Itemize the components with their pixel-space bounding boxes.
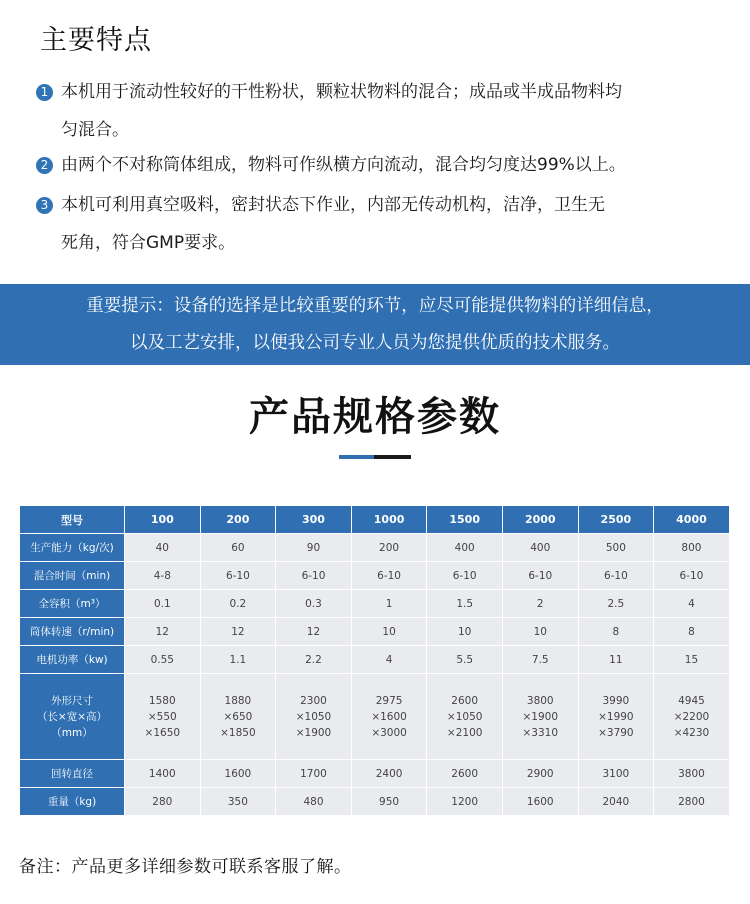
table-row	[20, 760, 730, 788]
table-cell: 1700	[276, 760, 352, 788]
table-cell-dimension	[502, 674, 578, 760]
header-cell-model: 2000	[502, 506, 578, 534]
table-cell: 1600	[502, 788, 578, 816]
feature-text: 本机可利用真空吸料，密封状态下作业，内部无传动机构，洁净，卫生无	[61, 195, 605, 215]
row-label: 混合时间（min)	[20, 562, 125, 590]
row-label: 回转直径	[20, 760, 125, 788]
table-cell: 2800	[654, 788, 730, 816]
table-cell: 12	[200, 618, 276, 646]
table-cell: 400	[502, 534, 578, 562]
dimension-part: ×550	[147, 710, 177, 723]
row-label: 电机功率（kw)	[20, 646, 125, 674]
feature-number-2: 2	[36, 157, 53, 174]
table-cell: 90	[276, 534, 352, 562]
table-cell: 3100	[578, 760, 654, 788]
table-cell: 350	[200, 788, 276, 816]
table-cell: 12	[125, 618, 201, 646]
header-cell-model-label: 型号	[20, 506, 125, 534]
table-cell: 0.55	[125, 646, 201, 674]
table-row-dimensions	[20, 674, 730, 760]
table-cell: 2900	[502, 760, 578, 788]
feature-text: 本机用于流动性较好的干性粉状，颗粒状物料的混合；成品或半成品物料均	[61, 82, 622, 102]
dimension-part: ×1600	[371, 710, 407, 723]
table-cell: 1200	[427, 788, 503, 816]
feature-number-3: 3	[36, 197, 53, 214]
header-cell-model: 4000	[654, 506, 730, 534]
dimension-part: ×1050	[295, 710, 332, 723]
header-cell-model: 1500	[427, 506, 503, 534]
feature-item-1	[36, 73, 726, 149]
notice-line-2: 以及工艺安排，以便我公司专业人员为您提供优质的技术服务。	[130, 333, 620, 353]
dimension-part: ×1650	[144, 726, 181, 739]
dimension-part: ×1900	[522, 710, 559, 723]
table-cell-dimension	[427, 674, 503, 760]
table-row	[20, 788, 730, 816]
table-cell: 6-10	[200, 562, 276, 590]
header-cell-model: 2500	[578, 506, 654, 534]
dimension-part: 3800	[526, 694, 554, 707]
feature-number-1: 1	[36, 84, 53, 101]
row-label-line: 外形尺寸	[51, 694, 93, 707]
row-label: 筒体转速（r/min)	[20, 618, 125, 646]
table-cell: 10	[427, 618, 503, 646]
table-cell-dimension	[351, 674, 427, 760]
row-label	[20, 674, 125, 760]
dimension-part: ×1050	[446, 710, 483, 723]
dimension-part: 4945	[678, 694, 705, 707]
row-label-line: （mm）	[51, 726, 93, 739]
table-cell: 0.1	[125, 590, 201, 618]
table-cell-dimension	[125, 674, 201, 760]
dimension-part: 2975	[375, 694, 403, 707]
table-cell: 2040	[578, 788, 654, 816]
table-cell: 8	[654, 618, 730, 646]
table-cell: 1600	[200, 760, 276, 788]
header-cell-model: 100	[125, 506, 201, 534]
table-cell: 400	[427, 534, 503, 562]
table-cell: 3800	[654, 760, 730, 788]
table-row	[20, 646, 730, 674]
table-cell: 2.2	[276, 646, 352, 674]
dimension-part: ×3310	[522, 726, 559, 739]
table-row	[20, 562, 730, 590]
table-cell: 1.1	[200, 646, 276, 674]
table-cell: 2	[502, 590, 578, 618]
dimension-part: 2300	[300, 694, 327, 707]
table-cell: 12	[276, 618, 352, 646]
header-cell-model: 1000	[351, 506, 427, 534]
row-label: 生产能力（kg/次)	[20, 534, 125, 562]
title-underline-dark	[374, 455, 411, 459]
table-cell: 200	[351, 534, 427, 562]
table-cell: 6-10	[276, 562, 352, 590]
table-cell: 6-10	[578, 562, 654, 590]
table-cell: 0.2	[200, 590, 276, 618]
table-cell: 7.5	[502, 646, 578, 674]
table-cell: 5.5	[427, 646, 503, 674]
table-cell: 60	[200, 534, 276, 562]
table-row	[20, 590, 730, 618]
table-cell: 2.5	[578, 590, 654, 618]
dimension-part: 2600	[451, 694, 479, 707]
table-cell: 500	[578, 534, 654, 562]
dimension-part: ×2100	[446, 726, 483, 739]
table-cell: 1.5	[427, 590, 503, 618]
feature-text-cont: 匀混合。	[61, 120, 129, 140]
table-row	[20, 618, 730, 646]
table-cell: 15	[654, 646, 730, 674]
table-cell: 40	[125, 534, 201, 562]
table-cell: 10	[502, 618, 578, 646]
dimension-part: ×1990	[598, 710, 634, 723]
feature-text: 由两个不对称筒体组成，物料可作纵横方向流动，混合均匀度达99%以上。	[61, 155, 626, 175]
dimension-part: ×1900	[295, 726, 332, 739]
table-cell: 6-10	[427, 562, 503, 590]
dimension-part: 1580	[148, 694, 176, 707]
table-cell: 4	[351, 646, 427, 674]
table-cell: 2400	[351, 760, 427, 788]
table-cell: 1	[351, 590, 427, 618]
notice-banner	[0, 284, 750, 365]
row-label: 重量（kg)	[20, 788, 125, 816]
table-cell: 6-10	[654, 562, 730, 590]
table-cell: 2600	[427, 760, 503, 788]
table-cell-dimension	[200, 674, 276, 760]
table-cell: 480	[276, 788, 352, 816]
table-cell: 800	[654, 534, 730, 562]
dimension-part: 1880	[224, 694, 252, 707]
row-label-line: （长×宽×高）	[36, 710, 108, 723]
table-cell: 0.3	[276, 590, 352, 618]
feature-item-2	[36, 146, 726, 184]
feature-item-3	[36, 186, 726, 262]
notice-line-1: 重要提示：设备的选择是比较重要的环节，应尽可能提供物料的详细信息，	[86, 296, 664, 316]
table-cell: 8	[578, 618, 654, 646]
table-cell-dimension	[276, 674, 352, 760]
footer-note: 备注：产品更多详细参数可联系客服了解。	[19, 857, 352, 877]
title-underline-blue	[339, 455, 374, 459]
header-cell-model: 200	[200, 506, 276, 534]
dimension-part: ×1850	[220, 726, 256, 739]
table-cell: 4	[654, 590, 730, 618]
dimension-part: ×3790	[598, 726, 634, 739]
dimension-part: ×3000	[371, 726, 407, 739]
table-row	[20, 534, 730, 562]
spec-table	[19, 505, 730, 816]
dimension-part: 3990	[602, 694, 630, 707]
table-cell: 950	[351, 788, 427, 816]
dimension-part: ×2200	[673, 710, 710, 723]
table-cell-dimension	[578, 674, 654, 760]
table-header-row	[20, 506, 730, 534]
table-cell: 10	[351, 618, 427, 646]
table-cell: 1400	[125, 760, 201, 788]
table-cell: 6-10	[351, 562, 427, 590]
specs-title: 产品规格参数	[249, 394, 501, 440]
row-label: 全容积（m³）	[20, 590, 125, 618]
features-title: 主要特点	[40, 25, 152, 56]
dimension-part: ×4230	[673, 726, 710, 739]
table-cell-dimension	[654, 674, 730, 760]
table-cell: 6-10	[502, 562, 578, 590]
feature-text-cont: 死角，符合GMP要求。	[61, 233, 236, 253]
table-cell: 4-8	[125, 562, 201, 590]
dimension-part: ×650	[223, 710, 253, 723]
table-cell: 280	[125, 788, 201, 816]
header-cell-model: 300	[276, 506, 352, 534]
table-cell: 11	[578, 646, 654, 674]
